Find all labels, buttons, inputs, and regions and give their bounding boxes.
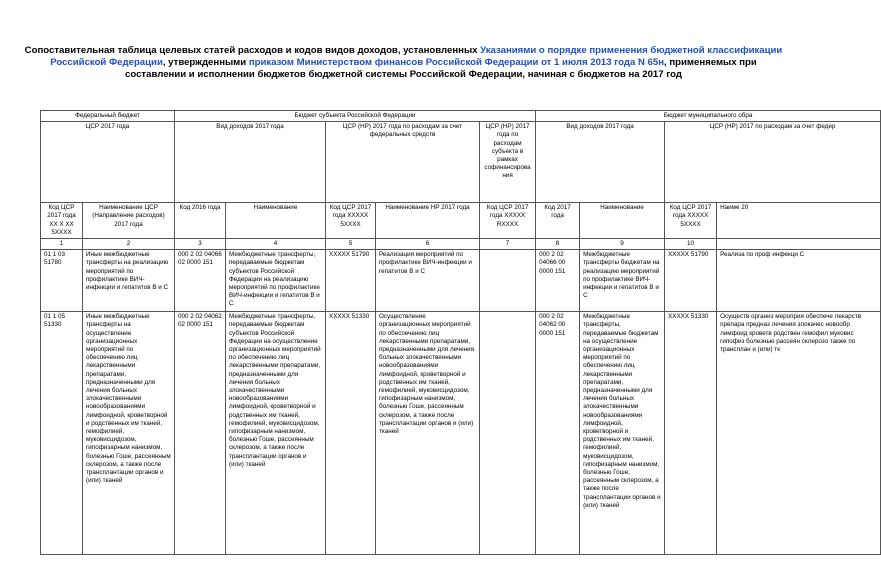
table-row (41, 312, 881, 555)
column-number: 5 (326, 239, 376, 250)
column-number: 9 (580, 239, 665, 250)
comparison-table-container (40, 110, 862, 571)
col-header-2: Наименование ЦСР (Направление расходов) 2017 года (83, 203, 175, 239)
cell-mun-income-code: 000 2 02 04066 00 0000 151 (536, 250, 580, 312)
cell-mun-name: Осуществ организ мероприя обеспече лекарств препара предназ лечения злокачес новообр лимфоид кроветв родствен гемофил муковис гипофиз болезнью рассеян склерозо также по трансплан и (или) тк (717, 312, 881, 555)
column-number: 2 (83, 239, 175, 250)
cell-income-code: 000 2 02 04062 02 0000 151 (175, 312, 226, 555)
cell-csr-subject-code (480, 250, 536, 312)
col-header-5: Код ЦСР 2017 года XXXXX 5XXXX (326, 203, 376, 239)
col-header-10: Код ЦСР 2017 года XXXXX 5XXXX (665, 203, 717, 239)
cell-income-code: 000 2 02 04066 02 0000 151 (175, 250, 226, 312)
column-number: 4 (226, 239, 326, 250)
cell-csr-name: Иные межбюджетные трансферты на осуществление организационных мероприятий по обеспечению лиц лекарственными препаратами, предназначенными для лечения больных злокачественными новообразованиями лимфоидной, кроветворной и родственных им тканей, гемофилией, муковисцидозом, гипофизарным нанизмом, болезнью Гоше, рассеянным склерозом, а также после трансплантации органов и (или) тканей (83, 312, 175, 555)
title-text-3: , применяемых при составлении и исполнении бюджетов бюджетной системы Российской Федерации, начиная с бюджетов на 2017 год (125, 57, 757, 80)
cell-csr-np-code: XXXXX 51790 (326, 250, 376, 312)
cell-np-name: Реализация мероприятий по профилактике ВИЧ-инфекции и гепатитов В и С (376, 250, 480, 312)
cell-csr-subject-code (480, 312, 536, 555)
col-header-6: Наименование НР 2017 года (376, 203, 480, 239)
title-text-2: , утвержденными (162, 57, 249, 68)
header-income-types: Вид доходов 2017 года (175, 122, 326, 203)
column-number: 8 (536, 239, 580, 250)
header-csr-2017: ЦСР 2017 года (41, 122, 175, 203)
cell-mun-name: Реализа по проф инфекци С (717, 250, 881, 312)
cell-mun-csr-code: XXXXX 51790 (665, 250, 717, 312)
header-municipal-budget: Бюджет муниципального обра (536, 111, 881, 122)
title-link-order[interactable]: приказом Министерством финансов Российской Федерации от 1 июля 2013 года N 65н (248, 57, 665, 68)
col-header-4: Наименование (226, 203, 326, 239)
col-header-7: Код ЦСР 2017 года XXXXX RXXXX (480, 203, 536, 239)
header-subject-budget: Бюджет субъекта Российской Федерации (175, 111, 536, 122)
col-header-9: Наименование (580, 203, 665, 239)
header-federal-budget: Федеральный бюджет (41, 111, 175, 122)
title-link-budget-classification[interactable]: Указаниями о порядке применения бюджетной классификации Российской Федерации (50, 45, 783, 68)
cell-mun-csr-code: XXXXX 51330 (665, 312, 717, 555)
column-number: 10 (665, 239, 717, 250)
page-title (20, 45, 787, 81)
header-income-types-municipal: Вид доходов 2017 года (536, 122, 665, 203)
column-number (717, 239, 881, 250)
col-header-11: Наиме 20 (717, 203, 881, 239)
column-numbers-row (41, 239, 881, 250)
table-row (41, 250, 881, 312)
cell-csr-code: 01 1 03 51780 (41, 250, 83, 312)
column-number: 1 (41, 239, 83, 250)
col-header-3: Код 2016 года (175, 203, 226, 239)
cell-mun-income-name: Межбюджетные трансферты, передаваемые бюджетам на осуществление организационных мероприятий по обеспечению лиц лекарственными препаратами, предназначенными для лечения больных злокачественными новообразованиями лимфоидной, кроветворной и родственных им тканей, гемофилией, муковисцидозом, гипофизарным нанизмом, болезнью Гоше, рассеянным склерозом, а также после трансплантации органов и (или) тканей (580, 312, 665, 555)
cell-income-name: Межбюджетные трансферты, передаваемые бюджетам субъектов Российской Федерации на осуществление организационных мероприятий по обеспечению лиц лекарственными препаратами, предназначенными для лечения больных злокачественными новообразованиями лимфоидной, кроветворной и родственных им тканей, гемофилией, муковисцидозом, гипофизарным нанизмом, болезнью Гоше, рассеянным склерозом, а также после трансплантации органов и (или) тканей (226, 312, 326, 555)
cell-mun-income-name: Межбюджетные трансферты бюджетам на реализацию мероприятий по профилактике ВИЧ-инфекции и гепатитов В и С (580, 250, 665, 312)
comparison-table (40, 110, 881, 555)
column-number: 6 (376, 239, 480, 250)
cell-income-name: Межбюджетные трансферты, передаваемые бюджетам субъектов Российской Федерации на реализацию мероприятий по профилактике ВИЧ-инфекции и гепатитов В и С (226, 250, 326, 312)
cell-mun-income-code: 000 2 02 04062 00 0000 151 (536, 312, 580, 555)
col-header-8: Код 2017 года (536, 203, 580, 239)
cell-csr-name: Иные межбюджетные трансферты на реализацию мероприятий по профилактике ВИЧ-инфекции и гепатитов В и С (83, 250, 175, 312)
column-number: 7 (480, 239, 536, 250)
cell-csr-np-code: XXXXX 51330 (326, 312, 376, 555)
cell-np-name: Осуществление организационных мероприятий по обеспечению лиц лекарственными препаратами, предназначенными для лечения больных злокачественными новообразованиями лимфоидной, кроветворной и родственных им тканей, гемофилией, муковисцидозом, гипофизарным нанизмом, болезнью Гоше, рассеянным склерозом, а также после трансплантации органов и (или) тканей (376, 312, 480, 555)
header-csr-np-subject: ЦСР (НР) 2017 года по расходам субъекта в рамках софинансирования (480, 122, 536, 203)
col-header-1: Код ЦСР 2017 года XX X XX 5XXXX (41, 203, 83, 239)
header-csr-np-municipal: ЦСР (НР) 2017 по расходам за счет федер (665, 122, 881, 203)
title-text-1: Сопоставительная таблица целевых статей расходов и кодов видов доходов, установленных (24, 45, 481, 56)
column-number: 3 (175, 239, 226, 250)
header-csr-np-federal: ЦСР (НР) 2017 года по расходам за счет федеральных средств (326, 122, 480, 203)
cell-csr-code: 01 1 05 51330 (41, 312, 83, 555)
